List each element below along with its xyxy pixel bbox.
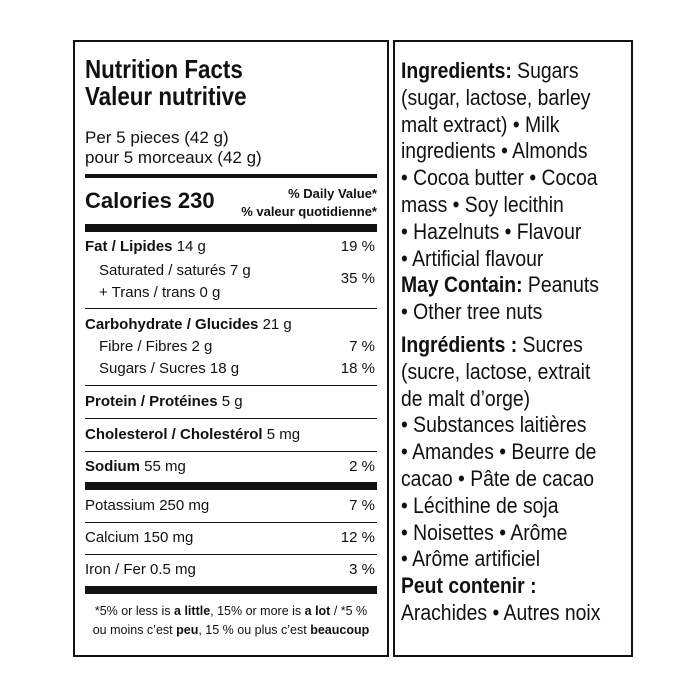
footnote-bold: a lot: [304, 604, 331, 618]
ingredients-en-line: mass • Soy lecithin: [401, 191, 564, 217]
ingredients-fr-line: cacao • Pâte de cacao: [401, 465, 594, 491]
fibre-amount: 2 g: [191, 338, 213, 355]
fibre-label: Fibre / Fibres: [99, 338, 188, 355]
fibre-pct: 7 %: [349, 338, 375, 355]
rule: [85, 451, 377, 452]
footnote-text: , 15% or more is: [210, 604, 305, 618]
ingredients-en-text: Sugars: [511, 58, 579, 83]
footnote-bold: a little: [174, 604, 211, 618]
title-en: Nutrition Facts: [85, 54, 243, 84]
ingredients-fr-line: • Noisettes • Arôme: [401, 519, 568, 545]
sodium-row: [85, 458, 375, 476]
cholesterol-label: Cholesterol / Cholestérol: [85, 426, 263, 443]
ingredients-panel: [393, 40, 633, 657]
serving-en: Per 5 pieces (42 g): [85, 128, 229, 147]
rule: [85, 308, 377, 309]
ingredients-en-line: • Cocoa butter • Cocoa: [401, 165, 598, 191]
iron-row: [85, 561, 375, 579]
ingredients-en-line: malt extract) • Milk: [401, 111, 560, 137]
thick-rule: [85, 586, 377, 594]
nutrition-facts-panel: [73, 40, 389, 657]
sugars-pct: 18 %: [340, 360, 375, 377]
sat-trans-pct: 35 %: [340, 270, 375, 287]
ingredients-en-line: ingredients • Almonds: [401, 138, 588, 164]
potassium-pct: 7 %: [349, 497, 375, 514]
daily-value-header-fr: % valeur quotidienne*: [241, 204, 377, 219]
ingredients-fr-line: • Arôme artificiel: [401, 546, 541, 572]
ingredients-fr-line: (sucre, lactose, extrait: [401, 358, 591, 384]
ingredients-text: [401, 58, 632, 627]
carb-amount: 21 g: [262, 316, 292, 333]
trans-amount: 0 g: [199, 284, 221, 301]
footnote-bold: beaucoup: [310, 623, 370, 637]
fat-label: Fat / Lipides: [85, 238, 173, 255]
ingredients-fr-line: • Substances laitières: [401, 412, 587, 438]
thick-rule: [85, 482, 377, 490]
ingredients-fr-text: Sucres: [517, 331, 583, 357]
rule: [85, 385, 377, 386]
may-contain-heading: May Contain:: [401, 272, 523, 298]
ingredients-fr-heading: Ingrédients :: [401, 331, 518, 357]
protein-amount: 5 g: [221, 393, 243, 410]
trans-label: + Trans / trans: [99, 284, 196, 301]
saturated-amount: 7 g: [229, 262, 251, 279]
footnote-line-2: [75, 621, 387, 640]
ingredients-en-line: [401, 58, 632, 85]
thick-rule: [85, 174, 377, 178]
ingredients-en-line: • Hazelnuts • Flavour: [401, 218, 582, 244]
sodium-pct: 2 %: [349, 458, 375, 475]
footnote-text: ou moins c’est: [92, 623, 177, 637]
peut-contenir-heading: Peut contenir :: [401, 573, 537, 599]
title-fr: Valeur nutritive: [85, 81, 247, 111]
ingredients-en-line: • Artificial flavour: [401, 245, 544, 271]
sugars-row: [99, 360, 375, 378]
iron-label: Iron / Fer 0.5 mg: [85, 561, 196, 578]
protein-row: [85, 393, 375, 411]
sugars-label: Sugars / Sucres: [99, 360, 206, 377]
carb-label: Carbohydrate / Glucides: [85, 316, 259, 333]
may-contain-line: [401, 272, 632, 299]
may-contain-line: • Other tree nuts: [401, 299, 543, 325]
cholesterol-amount: 5 mg: [266, 426, 301, 443]
calcium-label: Calcium 150 mg: [85, 529, 194, 546]
sugars-amount: 18 g: [209, 360, 240, 377]
footnote-text: , 15 % ou plus c’est: [198, 623, 311, 637]
fat-amount: 14 g: [176, 238, 206, 255]
rule: [85, 522, 377, 523]
ingredients-fr-line: [401, 332, 632, 359]
fat-pct: 19 %: [340, 238, 375, 255]
peut-contenir-line: Arachides • Autres noix: [401, 599, 601, 625]
ingredients-en-heading: Ingredients:: [401, 58, 512, 83]
calcium-row: [85, 529, 375, 547]
fat-row: [85, 238, 375, 256]
fibre-row: [99, 338, 375, 356]
footnote-bold: peu: [176, 623, 199, 637]
ingredients-fr-line: de malt d’orge): [401, 385, 531, 411]
calcium-pct: 12 %: [340, 529, 375, 546]
cholesterol-row: [85, 426, 375, 444]
calories-label: Calories 230: [85, 188, 215, 213]
footnote-text: / *5 %: [330, 604, 368, 618]
saturated-row: [99, 262, 375, 280]
ingredients-fr-line: • Lécithine de soja: [401, 492, 559, 518]
potassium-label: Potassium 250 mg: [85, 497, 210, 514]
ingredients-fr-line: • Amandes • Beurre de: [401, 439, 597, 465]
thick-rule: [85, 224, 377, 232]
trans-row: [99, 284, 375, 302]
may-contain-text: Peanuts: [522, 272, 599, 298]
serving-fr: pour 5 morceaux (42 g): [85, 148, 262, 167]
rule: [85, 554, 377, 555]
daily-value-header-en: % Daily Value*: [288, 186, 377, 201]
ingredients-en-line: (sugar, lactose, barley: [401, 84, 591, 110]
saturated-label: Saturated / saturés: [99, 262, 226, 279]
rule: [85, 418, 377, 419]
carb-row: [85, 316, 375, 334]
potassium-row: [85, 497, 375, 515]
sodium-label: Sodium: [85, 458, 140, 475]
footnote-text: *5% or less is: [94, 604, 175, 618]
sodium-amount: 55 mg: [144, 458, 186, 475]
protein-label: Protein / Protéines: [85, 393, 218, 410]
iron-pct: 3 %: [349, 561, 375, 578]
footnote-line-1: [75, 602, 387, 621]
